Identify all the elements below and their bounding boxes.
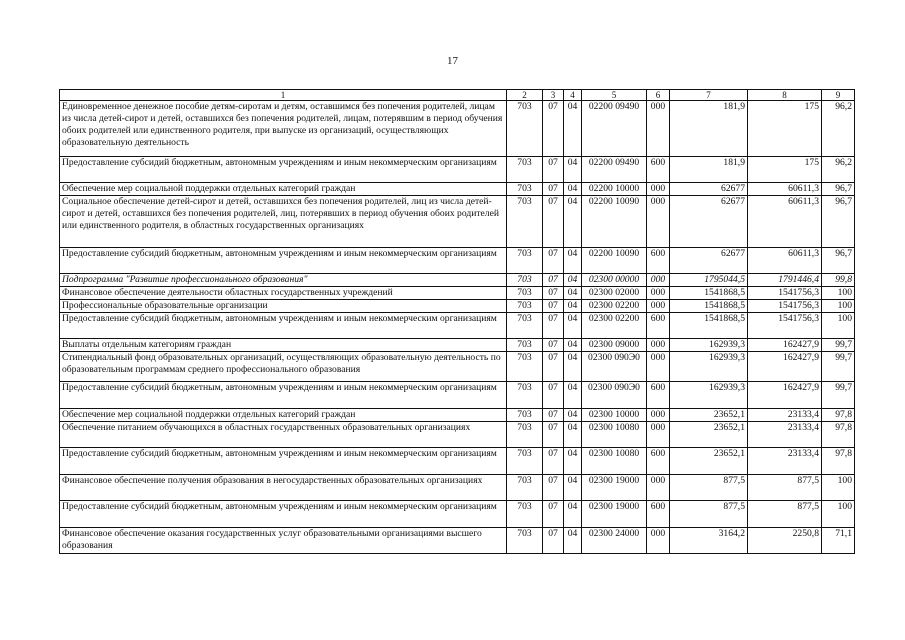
cell-planned: 877,5 <box>670 475 748 501</box>
cell-section: 07 <box>543 274 564 287</box>
cell-executed: 175 <box>748 101 822 157</box>
cell-section: 07 <box>543 300 564 313</box>
cell-planned: 877,5 <box>670 501 748 528</box>
cell-ministry: 703 <box>507 101 543 157</box>
cell-subsection: 04 <box>564 352 582 382</box>
cell-subsection: 04 <box>564 409 582 422</box>
cell-section: 07 <box>543 448 564 475</box>
row-name: Предоставление субсидий бюджетным, автономным учреждениям и иным некоммерческим организациям <box>60 157 507 183</box>
cell-section: 07 <box>543 183 564 196</box>
cell-executed: 1541756,3 <box>748 300 822 313</box>
table-row <box>60 300 855 313</box>
table-header-row <box>60 90 855 101</box>
cell-subsection: 04 <box>564 157 582 183</box>
cell-target-article: 02200 10090 <box>582 196 647 248</box>
cell-expense-type: 000 <box>647 409 670 422</box>
table-body <box>60 101 855 554</box>
cell-subsection: 04 <box>564 528 582 554</box>
row-name: Подпрограмма "Развитие профессионального образования" <box>60 274 507 287</box>
column-header: 7 <box>670 90 748 101</box>
row-name: Предоставление субсидий бюджетным, автономным учреждениям и иным некоммерческим организациям <box>60 248 507 274</box>
row-name: Стипендиальный фонд образовательных организаций, осуществляющих образовательную деятельность по образовательным программам среднего профессионального образования <box>60 352 507 382</box>
cell-executed: 23133,4 <box>748 422 822 448</box>
cell-executed: 877,5 <box>748 501 822 528</box>
cell-expense-type: 000 <box>647 528 670 554</box>
table-row <box>60 248 855 274</box>
table-row <box>60 101 855 157</box>
row-name: Финансовое обеспечение оказания государственных услуг образовательными организациями высшего образования <box>60 528 507 554</box>
cell-ministry: 703 <box>507 475 543 501</box>
cell-subsection: 04 <box>564 448 582 475</box>
cell-subsection: 04 <box>564 196 582 248</box>
cell-section: 07 <box>543 501 564 528</box>
cell-ministry: 703 <box>507 300 543 313</box>
table-row <box>60 274 855 287</box>
cell-section: 07 <box>543 248 564 274</box>
cell-section: 07 <box>543 352 564 382</box>
cell-planned: 162939,3 <box>670 352 748 382</box>
cell-executed: 175 <box>748 157 822 183</box>
table-row <box>60 352 855 382</box>
cell-executed: 60611,3 <box>748 196 822 248</box>
cell-ministry: 703 <box>507 382 543 409</box>
cell-ministry: 703 <box>507 352 543 382</box>
cell-target-article: 02300 24000 <box>582 528 647 554</box>
cell-target-article: 02300 02200 <box>582 313 647 339</box>
cell-target-article: 02300 19000 <box>582 501 647 528</box>
cell-ministry: 703 <box>507 409 543 422</box>
table-row <box>60 339 855 352</box>
cell-target-article: 02200 10090 <box>582 248 647 274</box>
table-row <box>60 313 855 339</box>
cell-percent: 96,2 <box>822 101 855 157</box>
cell-expense-type: 000 <box>647 287 670 300</box>
cell-section: 07 <box>543 196 564 248</box>
cell-percent: 100 <box>822 475 855 501</box>
cell-expense-type: 000 <box>647 196 670 248</box>
cell-planned: 181,9 <box>670 157 748 183</box>
cell-subsection: 04 <box>564 300 582 313</box>
row-name: Предоставление субсидий бюджетным, автономным учреждениям и иным некоммерческим организациям <box>60 382 507 409</box>
budget-table <box>59 89 855 554</box>
cell-percent: 97,8 <box>822 422 855 448</box>
cell-expense-type: 000 <box>647 101 670 157</box>
cell-planned: 62677 <box>670 248 748 274</box>
row-name: Предоставление субсидий бюджетным, автономным учреждениям и иным некоммерческим организациям <box>60 448 507 475</box>
cell-ministry: 703 <box>507 248 543 274</box>
cell-ministry: 703 <box>507 528 543 554</box>
cell-executed: 23133,4 <box>748 409 822 422</box>
cell-planned: 181,9 <box>670 101 748 157</box>
cell-target-article: 02300 090Э0 <box>582 352 647 382</box>
column-header: 9 <box>822 90 855 101</box>
row-name: Финансовое обеспечение получения образования в негосударственных образовательных организациях <box>60 475 507 501</box>
row-name: Единовременное денежное пособие детям-сиротам и детям, оставшимся без попечения родителей, лицам из числа детей-сирот и детей, оставшихся без попечения родителей, лицам, потерявшим в период обучения обоих родителей или единственного родителя, при выпуске из организаций, осуществляющих образовательную деятельность <box>60 101 507 157</box>
cell-target-article: 02300 09000 <box>582 339 647 352</box>
cell-planned: 1541868,5 <box>670 287 748 300</box>
cell-percent: 96,7 <box>822 183 855 196</box>
table-row <box>60 475 855 501</box>
cell-percent: 100 <box>822 300 855 313</box>
cell-ministry: 703 <box>507 274 543 287</box>
cell-planned: 1541868,5 <box>670 300 748 313</box>
cell-subsection: 04 <box>564 248 582 274</box>
table-row <box>60 528 855 554</box>
cell-percent: 96,7 <box>822 196 855 248</box>
cell-percent: 97,8 <box>822 448 855 475</box>
cell-expense-type: 600 <box>647 157 670 183</box>
cell-section: 07 <box>543 409 564 422</box>
table-row <box>60 157 855 183</box>
row-name: Предоставление субсидий бюджетным, автономным учреждениям и иным некоммерческим организациям <box>60 313 507 339</box>
cell-expense-type: 000 <box>647 475 670 501</box>
page-number: 17 <box>447 55 458 67</box>
cell-target-article: 02300 02200 <box>582 300 647 313</box>
cell-subsection: 04 <box>564 183 582 196</box>
row-name: Обеспечение мер социальной поддержки отдельных категорий граждан <box>60 183 507 196</box>
column-header: 5 <box>582 90 647 101</box>
cell-ministry: 703 <box>507 196 543 248</box>
cell-planned: 1541868,5 <box>670 313 748 339</box>
table-row <box>60 287 855 300</box>
cell-percent: 99,7 <box>822 382 855 409</box>
cell-percent: 100 <box>822 287 855 300</box>
cell-executed: 2250,8 <box>748 528 822 554</box>
table-row <box>60 501 855 528</box>
column-header: 4 <box>564 90 582 101</box>
cell-executed: 1541756,3 <box>748 313 822 339</box>
cell-expense-type: 600 <box>647 448 670 475</box>
cell-target-article: 02200 09490 <box>582 101 647 157</box>
cell-target-article: 02200 10000 <box>582 183 647 196</box>
cell-ministry: 703 <box>507 183 543 196</box>
cell-target-article: 02300 19000 <box>582 475 647 501</box>
column-header: 1 <box>60 90 507 101</box>
cell-section: 07 <box>543 313 564 339</box>
cell-percent: 100 <box>822 313 855 339</box>
cell-executed: 162427,9 <box>748 352 822 382</box>
cell-planned: 23652,1 <box>670 409 748 422</box>
cell-section: 07 <box>543 528 564 554</box>
cell-ministry: 703 <box>507 313 543 339</box>
cell-ministry: 703 <box>507 287 543 300</box>
cell-planned: 3164,2 <box>670 528 748 554</box>
cell-planned: 23652,1 <box>670 422 748 448</box>
cell-executed: 1791446,4 <box>748 274 822 287</box>
table-row <box>60 409 855 422</box>
cell-expense-type: 600 <box>647 382 670 409</box>
cell-percent: 96,7 <box>822 248 855 274</box>
cell-ministry: 703 <box>507 157 543 183</box>
cell-planned: 1795044,5 <box>670 274 748 287</box>
cell-percent: 100 <box>822 501 855 528</box>
cell-subsection: 04 <box>564 339 582 352</box>
cell-section: 07 <box>543 422 564 448</box>
column-header: 8 <box>748 90 822 101</box>
cell-planned: 62677 <box>670 183 748 196</box>
table-row <box>60 183 855 196</box>
cell-percent: 97,8 <box>822 409 855 422</box>
cell-expense-type: 600 <box>647 501 670 528</box>
cell-expense-type: 000 <box>647 300 670 313</box>
cell-section: 07 <box>543 382 564 409</box>
cell-executed: 60611,3 <box>748 248 822 274</box>
cell-subsection: 04 <box>564 501 582 528</box>
cell-ministry: 703 <box>507 501 543 528</box>
cell-expense-type: 000 <box>647 183 670 196</box>
cell-expense-type: 600 <box>647 313 670 339</box>
cell-ministry: 703 <box>507 422 543 448</box>
cell-percent: 99,7 <box>822 339 855 352</box>
cell-executed: 60611,3 <box>748 183 822 196</box>
cell-target-article: 02300 10080 <box>582 422 647 448</box>
cell-ministry: 703 <box>507 448 543 475</box>
row-name: Обеспечение мер социальной поддержки отдельных категорий граждан <box>60 409 507 422</box>
table-row <box>60 448 855 475</box>
cell-planned: 162939,3 <box>670 382 748 409</box>
cell-ministry: 703 <box>507 339 543 352</box>
cell-section: 07 <box>543 475 564 501</box>
cell-section: 07 <box>543 157 564 183</box>
row-name: Социальное обеспечение детей-сирот и детей, оставшихся без попечения родителей, лиц из числа детей-сирот и детей, оставшихся без попечения родителей, лиц, потерявших в период обучения обоих родителей или единственного родителя, в областных государственных организациях <box>60 196 507 248</box>
cell-expense-type: 000 <box>647 352 670 382</box>
cell-percent: 96,2 <box>822 157 855 183</box>
cell-target-article: 02300 00000 <box>582 274 647 287</box>
column-header: 3 <box>543 90 564 101</box>
cell-subsection: 04 <box>564 475 582 501</box>
cell-subsection: 04 <box>564 274 582 287</box>
cell-expense-type: 000 <box>647 339 670 352</box>
cell-executed: 162427,9 <box>748 382 822 409</box>
row-name: Выплаты отдельным категориям граждан <box>60 339 507 352</box>
cell-subsection: 04 <box>564 287 582 300</box>
cell-expense-type: 000 <box>647 422 670 448</box>
row-name: Профессиональные образовательные организации <box>60 300 507 313</box>
cell-target-article: 02300 10000 <box>582 409 647 422</box>
cell-target-article: 02300 090Э0 <box>582 382 647 409</box>
cell-planned: 162939,3 <box>670 339 748 352</box>
cell-percent: 99,8 <box>822 274 855 287</box>
table-row <box>60 196 855 248</box>
cell-expense-type: 600 <box>647 248 670 274</box>
cell-target-article: 02300 02000 <box>582 287 647 300</box>
cell-subsection: 04 <box>564 313 582 339</box>
table-row <box>60 382 855 409</box>
cell-section: 07 <box>543 339 564 352</box>
cell-executed: 23133,4 <box>748 448 822 475</box>
cell-subsection: 04 <box>564 382 582 409</box>
cell-percent: 99,7 <box>822 352 855 382</box>
column-header: 6 <box>647 90 670 101</box>
cell-executed: 1541756,3 <box>748 287 822 300</box>
cell-target-article: 02200 09490 <box>582 157 647 183</box>
table-row <box>60 422 855 448</box>
row-name: Обеспечение питанием обучающихся в областных государственных образовательных организациях <box>60 422 507 448</box>
row-name: Финансовое обеспечение деятельности областных государственных учреждений <box>60 287 507 300</box>
cell-expense-type: 000 <box>647 274 670 287</box>
cell-percent: 71,1 <box>822 528 855 554</box>
row-name: Предоставление субсидий бюджетным, автономным учреждениям и иным некоммерческим организациям <box>60 501 507 528</box>
cell-executed: 162427,9 <box>748 339 822 352</box>
cell-subsection: 04 <box>564 422 582 448</box>
cell-target-article: 02300 10080 <box>582 448 647 475</box>
cell-planned: 62677 <box>670 196 748 248</box>
column-header: 2 <box>507 90 543 101</box>
cell-executed: 877,5 <box>748 475 822 501</box>
cell-section: 07 <box>543 287 564 300</box>
cell-planned: 23652,1 <box>670 448 748 475</box>
cell-subsection: 04 <box>564 101 582 157</box>
cell-section: 07 <box>543 101 564 157</box>
